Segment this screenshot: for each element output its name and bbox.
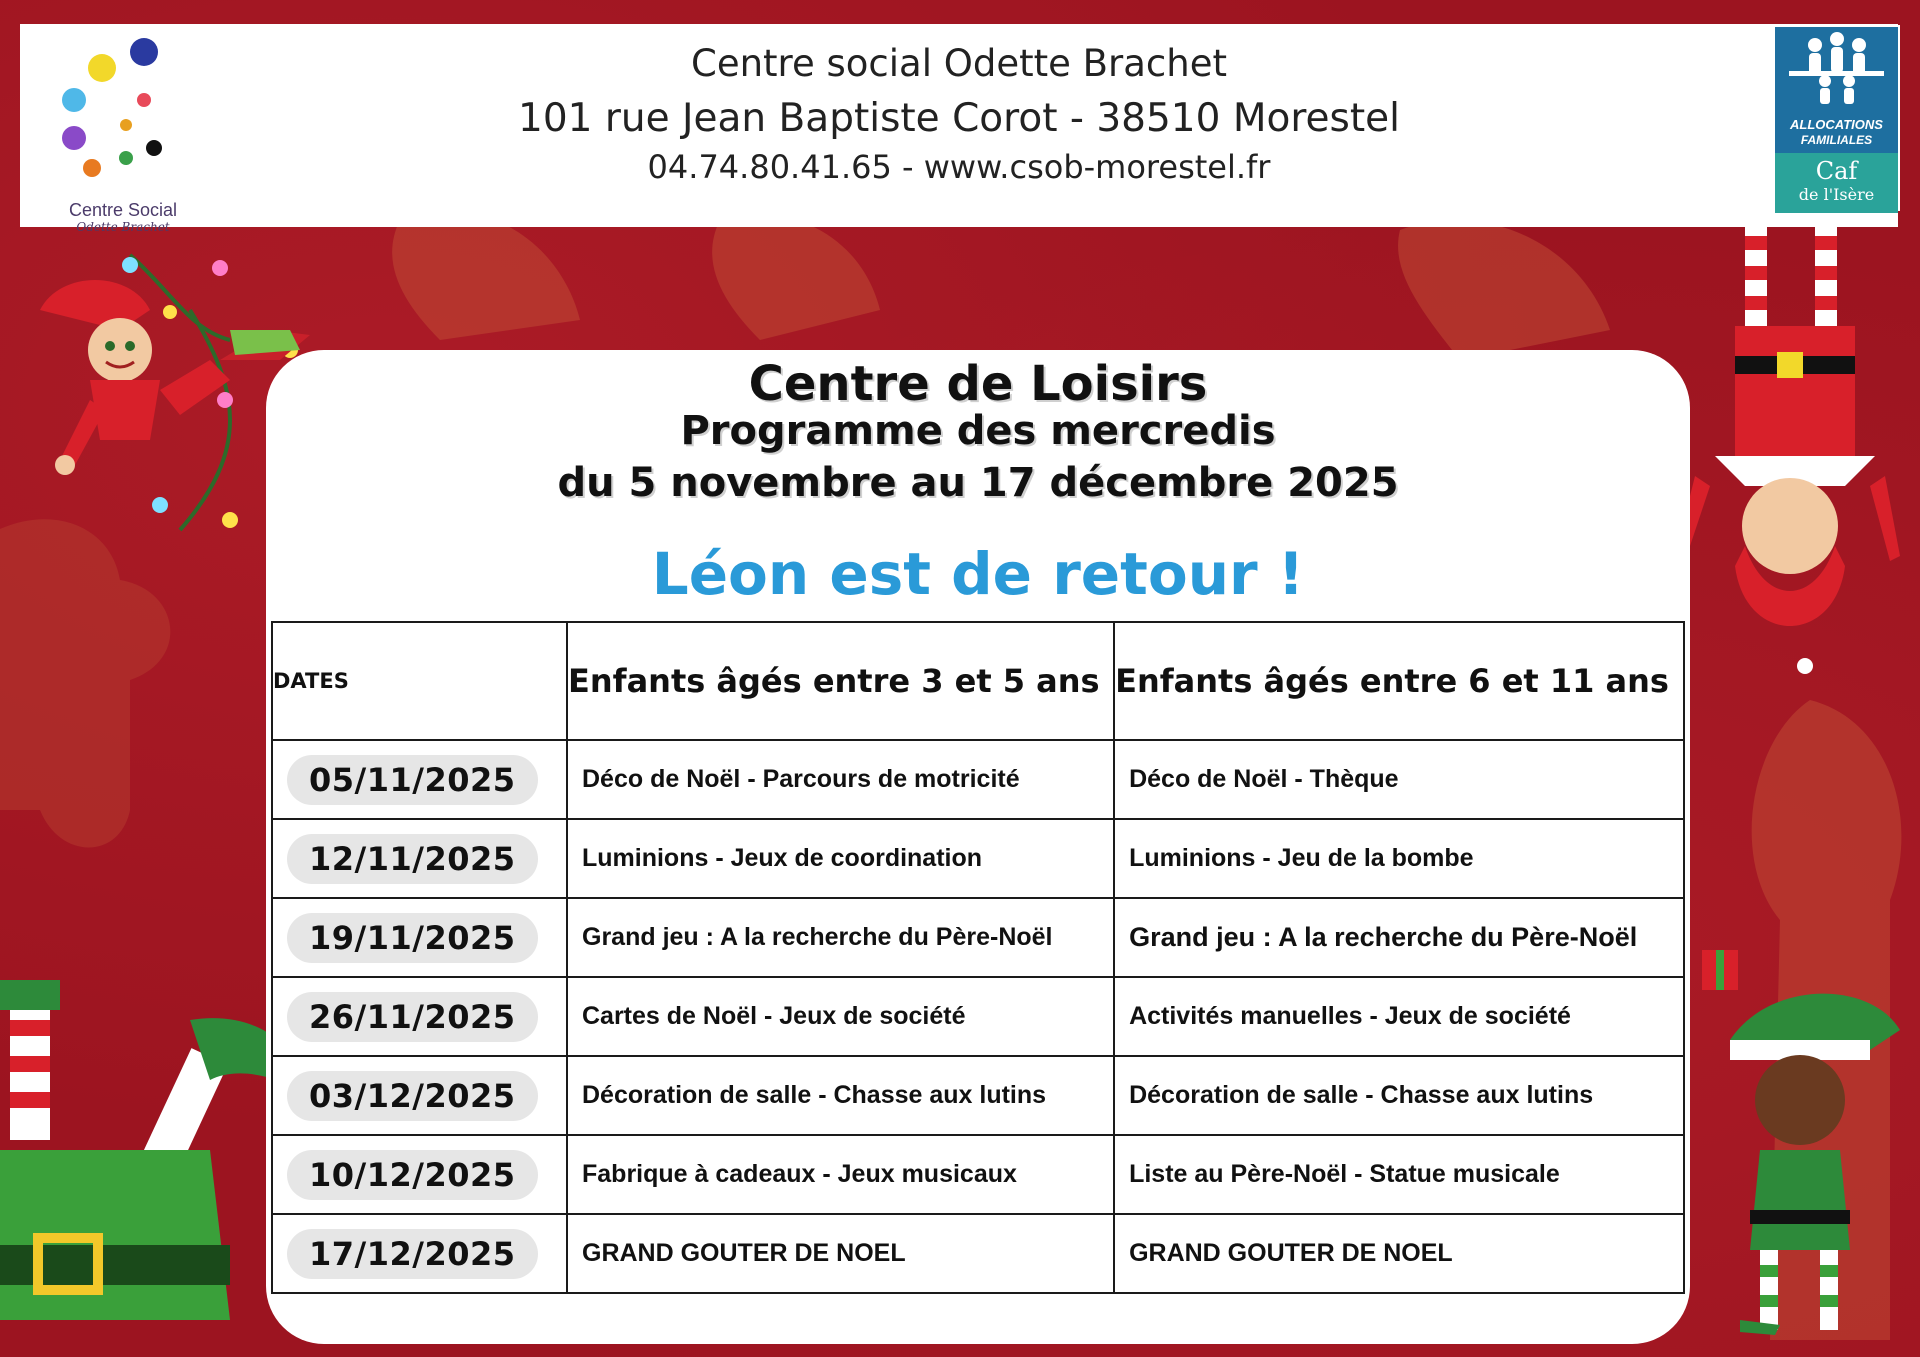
logo-subtext: Odette Brachet (76, 220, 170, 234)
logo-text: Centre Social (68, 200, 178, 220)
table-row (272, 1135, 1684, 1214)
header-age-6-11: Enfants âgés entre 6 et 11 ans (1114, 622, 1684, 740)
date-cell (272, 898, 567, 977)
activity-age-6-11: Activités manuelles - Jeux de société (1114, 977, 1684, 1056)
date-pill: 10/12/2025 (287, 1150, 538, 1200)
date-cell (272, 1056, 567, 1135)
gingerbread-decoration-left (0, 480, 200, 880)
family-icon (1775, 27, 1898, 117)
activity-age-6-11: GRAND GOUTER DE NOEL (1114, 1214, 1684, 1293)
caf-line-isere: de l'Isère (1798, 185, 1875, 204)
activity-age-3-5: Fabrique à cadeaux - Jeux musicaux (567, 1135, 1114, 1214)
date-cell (272, 977, 567, 1056)
card-subtitle: Programme des mercredis (680, 408, 1276, 454)
table-row (272, 1214, 1684, 1293)
org-contact: 04.74.80.41.65 - www.csob-morestel.fr (647, 148, 1271, 186)
table-row (272, 898, 1684, 977)
caf-line-caf: Caf (1815, 157, 1858, 185)
table-row (272, 740, 1684, 819)
table-row (272, 1056, 1684, 1135)
table-header-row (272, 622, 1684, 740)
activity-age-6-11: Déco de Noël - Thèque (1114, 740, 1684, 819)
activity-age-3-5: Déco de Noël - Parcours de motricité (567, 740, 1114, 819)
activity-age-3-5: Grand jeu : A la recherche du Père-Noël (567, 898, 1114, 977)
activity-age-6-11: Luminions - Jeu de la bombe (1114, 819, 1684, 898)
program-table (271, 621, 1685, 1294)
org-name: Centre social Odette Brachet (691, 42, 1227, 85)
date-pill: 12/11/2025 (287, 834, 538, 884)
activity-age-3-5: GRAND GOUTER DE NOEL (567, 1214, 1114, 1293)
header-dates: DATES (272, 622, 567, 740)
table-row (272, 977, 1684, 1056)
org-address: 101 rue Jean Baptiste Corot - 38510 Morestel (518, 96, 1400, 141)
date-pill: 26/11/2025 (287, 992, 538, 1042)
elf-legs-icon (0, 980, 310, 1350)
caf-line-allocations: ALLOCATIONS (1790, 117, 1883, 132)
date-pill: 19/11/2025 (287, 913, 538, 963)
card-date-range: du 5 novembre au 17 décembre 2025 (557, 460, 1399, 506)
activity-age-6-11: Liste au Père-Noël - Statue musicale (1114, 1135, 1684, 1214)
date-cell (272, 1214, 567, 1293)
header-age-3-5: Enfants âgés entre 3 et 5 ans (567, 622, 1114, 740)
activity-age-3-5: Décoration de salle - Chasse aux lutins (567, 1056, 1114, 1135)
table-row (272, 819, 1684, 898)
date-cell (272, 819, 567, 898)
caf-logo-top (1775, 27, 1898, 153)
elf-upside-down-icon (1665, 226, 1910, 686)
header-band (20, 24, 1898, 234)
date-pill: 17/12/2025 (287, 1229, 538, 1279)
activity-age-6-11: Grand jeu : A la recherche du Père-Noël (1114, 898, 1684, 977)
caf-line-familiales: FAMILIALES (1800, 133, 1873, 147)
date-cell (272, 1135, 567, 1214)
activity-age-3-5: Luminions - Jeux de coordination (567, 819, 1114, 898)
card-tagline: Léon est de retour ! (651, 540, 1305, 608)
date-cell (272, 740, 567, 819)
date-pill: 03/12/2025 (287, 1071, 538, 1121)
caf-logo (1773, 25, 1900, 211)
card-title: Centre de Loisirs (748, 356, 1208, 412)
activity-age-6-11: Décoration de salle - Chasse aux lutins (1114, 1056, 1684, 1135)
activity-age-3-5: Cartes de Noël - Jeux de société (567, 977, 1114, 1056)
date-pill: 05/11/2025 (287, 755, 538, 805)
